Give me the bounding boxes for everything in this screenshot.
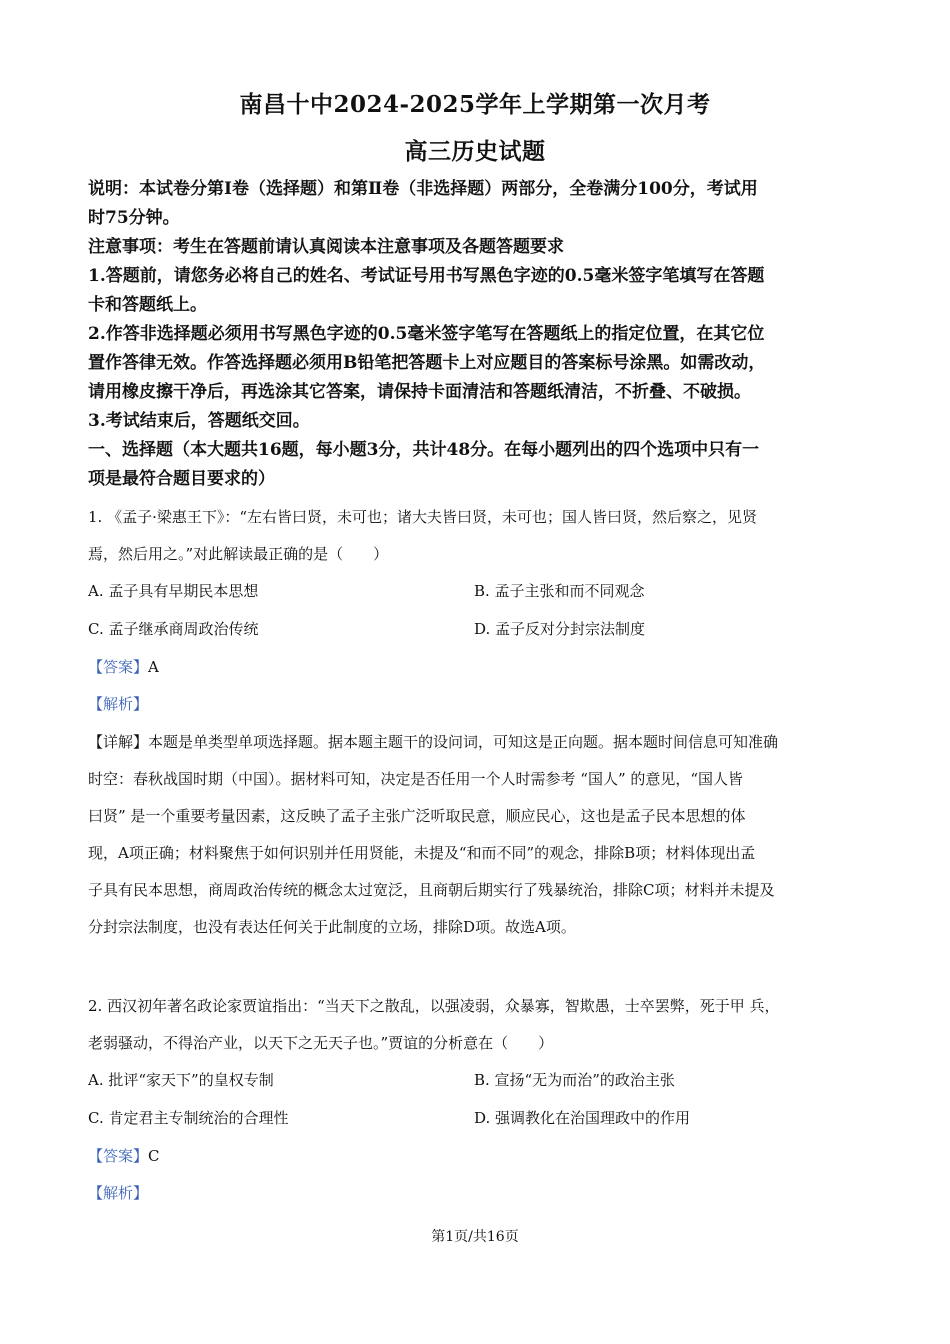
option-c: C. 孟子继承商周政治传统 xyxy=(88,620,259,638)
answer-line xyxy=(88,1144,888,1168)
question-stem: 老弱骚动，不得治产业，以天下之无天子也。”贾谊的分析意在（ ） xyxy=(88,1034,554,1052)
instruction-line: 2.作答非选择题必须用书写黑色字迹的0.5毫米签字笔写在答题纸上的指定位置，在其它位 xyxy=(88,324,765,344)
answer-tag: 【答案】 xyxy=(88,1147,149,1165)
analysis-line xyxy=(88,1181,888,1205)
detail-text: 曰贤” 是一个重要考量因素，这反映了孟子主张广泛听取民意，顺应民心，这也是孟子民本思想的体 xyxy=(88,807,746,825)
answer-value: A xyxy=(148,658,159,676)
detail-text: 时空：春秋战国时期（中国）。据材料可知，决定是否任用一个人时需参考 “国人” 的意见，“国人皆 xyxy=(88,770,744,788)
analysis-tag: 【解析】 xyxy=(88,695,149,713)
option-b: B. 宣扬“无为而治”的政治主张 xyxy=(474,1071,675,1089)
option-a: A. 批评“家天下”的皇权专制 xyxy=(88,1071,274,1089)
answer-line xyxy=(88,655,888,679)
instruction-line: 置作答律无效。作答选择题必须用B铅笔把答题卡上对应题目的答案标号涂黑。如需改动， xyxy=(88,353,766,373)
instruction-line: 请用橡皮擦干净后，再选涂其它答案，请保持卡面清洁和答题纸清洁，不折叠、不破损。 xyxy=(88,382,751,402)
instruction-line: 说明：本试卷分第Ⅰ卷（选择题）和第Ⅱ卷（非选择题）两部分，全卷满分100分，考试用 xyxy=(88,179,758,199)
section-heading: 一、选择题（本大题共16题，每小题3分，共计48分。在每小题列出的四个选项中只有一 xyxy=(88,440,760,460)
detail-text: 子具有民本思想，商周政治传统的概念太过宽泛，且商朝后期实行了残暴统治，排除C项；材料并未提及 xyxy=(88,881,775,899)
instruction-line: 注意事项：考生在答题前请认真阅读本注意事项及各题答题要求 xyxy=(88,237,564,257)
instruction-line: 卡和答题纸上。 xyxy=(88,295,207,315)
instruction-line: 3.考试结束后，答题纸交回。 xyxy=(88,411,310,431)
question-stem: 1. 《孟子·梁惠王下》：“左右皆曰贤，未可也；诸大夫皆曰贤，未可也；国人皆曰贤，然后察之，见贤 xyxy=(88,508,758,526)
option-d: D. 强调教化在治国理政中的作用 xyxy=(474,1109,691,1127)
detail-text: 现，A项正确；材料聚焦于如何识别并任用贤能，未提及“和而不同”的观念，排除B项；材料体现出孟 xyxy=(88,844,756,862)
section-heading: 项是最符合题目要求的） xyxy=(88,469,275,489)
option-b: B. 孟子主张和而不同观念 xyxy=(474,582,645,600)
instruction-line: 时75分钟。 xyxy=(88,208,180,228)
option-d: D. 孟子反对分封宗法制度 xyxy=(474,620,646,638)
detail-line xyxy=(88,730,888,754)
analysis-tag: 【解析】 xyxy=(88,1184,149,1202)
detail-text: 分封宗法制度，也没有表达任何关于此制度的立场，排除D项。故选A项。 xyxy=(88,918,576,936)
answer-tag: 【答案】 xyxy=(88,658,149,676)
question-stem: 焉，然后用之。”对此解读最正确的是（ ） xyxy=(88,545,389,563)
answer-value: C xyxy=(148,1147,160,1165)
page-number: 第1页/共16页 xyxy=(431,1229,519,1245)
option-a: A. 孟子具有早期民本思想 xyxy=(88,582,259,600)
instruction-line: 1.答题前，请您务必将自己的姓名、考试证号用书写黑色字迹的0.5毫米签字笔填写在答题 xyxy=(88,266,765,286)
question-stem: 2. 西汉初年著名政论家贾谊指出：“当天下之散乱，以强凌弱，众暴寡，智欺愚，士卒罢弊，死于甲 兵， xyxy=(88,997,780,1015)
exam-title: 南昌十中2024-2025学年上学期第一次月考 xyxy=(239,91,711,118)
analysis-line xyxy=(88,692,888,716)
detail-tag: 【详解】 xyxy=(88,733,149,751)
option-c: C. 肯定君主专制统治的合理性 xyxy=(88,1109,289,1127)
exam-subtitle: 高三历史试题 xyxy=(404,138,546,165)
detail-text: 本题是单类型单项选择题。据本题主题干的设问词，可知这是正向题。据本题时间信息可知准确 xyxy=(148,733,779,751)
